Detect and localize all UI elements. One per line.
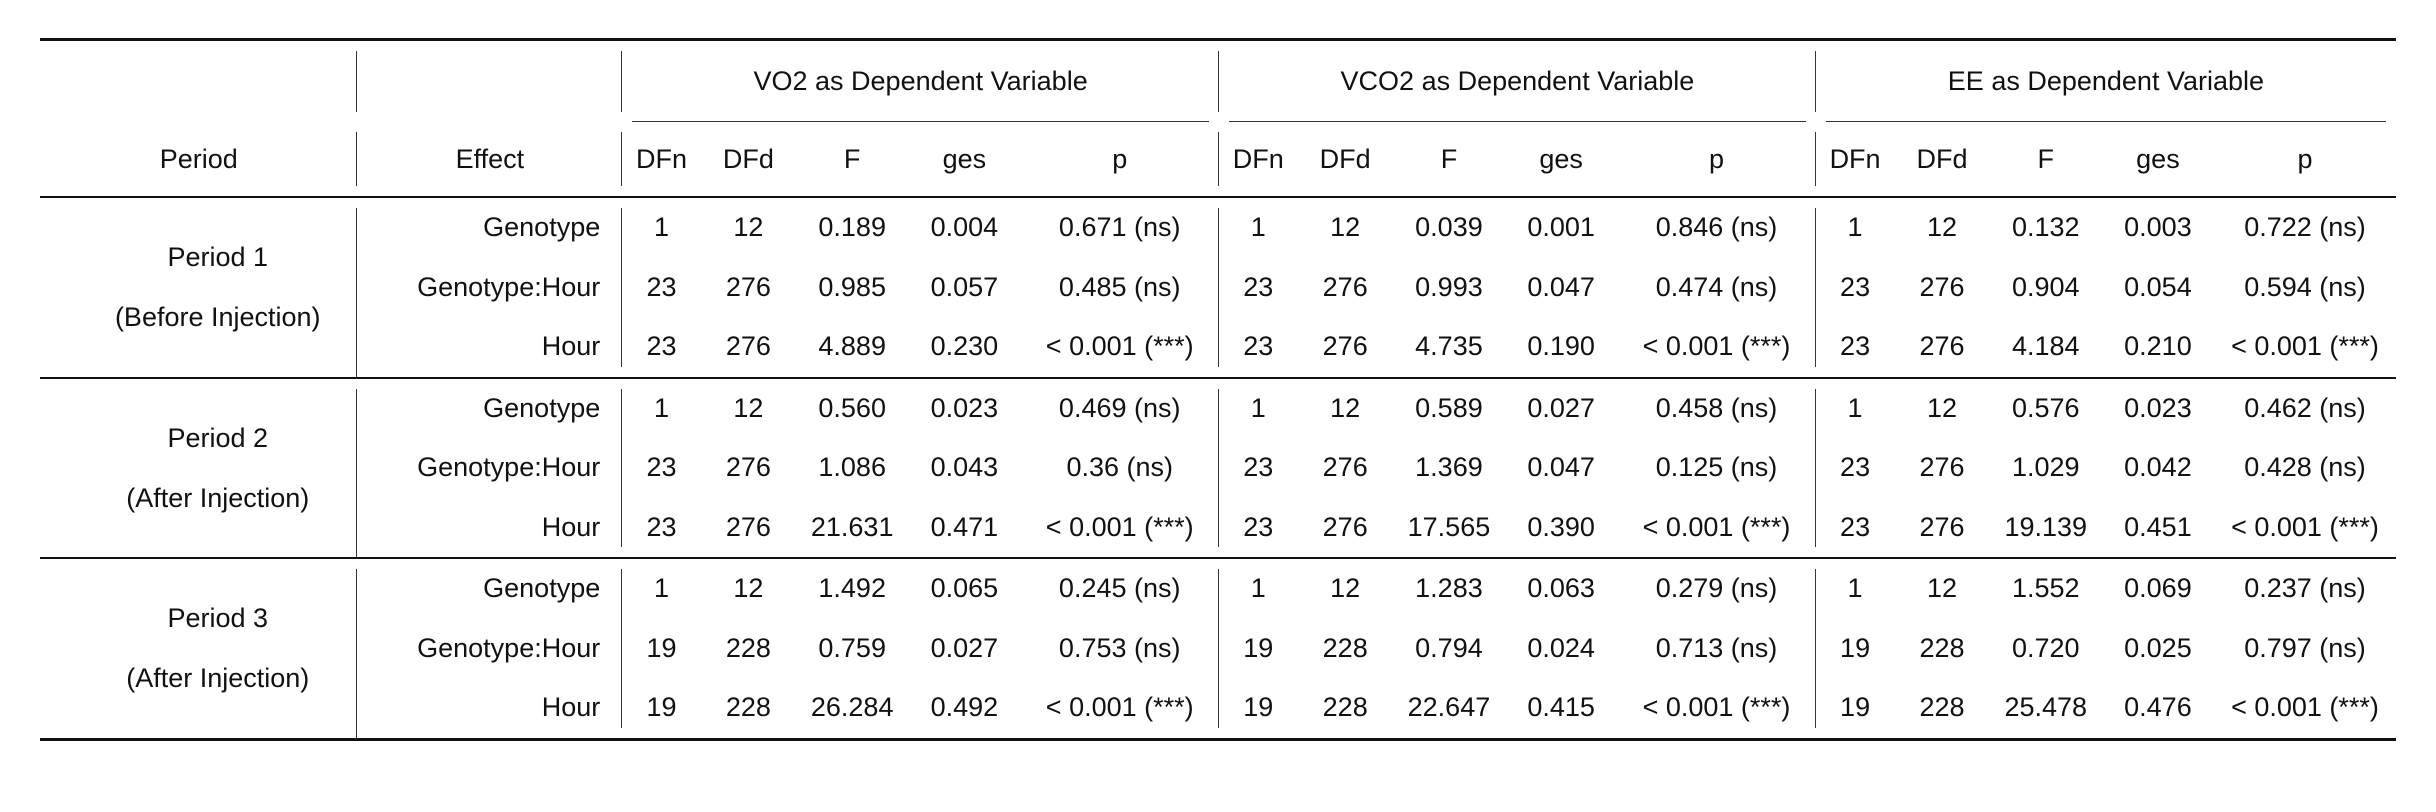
column-header-ee-dfn: DFn	[1816, 122, 1895, 198]
column-header-effect: Effect	[357, 122, 622, 198]
vo2-dfd-cell: 228	[725, 632, 771, 663]
column-header-vo2-p: p	[1020, 122, 1219, 198]
vco2-dfn-cell: 23	[1243, 271, 1274, 302]
column-header-vo2-ges: ges	[908, 122, 1020, 198]
vo2-ges-cell: 0.004	[930, 212, 999, 243]
vco2-f-cell: 0.039	[1415, 212, 1483, 243]
effect-cell: Hour	[357, 317, 622, 379]
vo2-dfn-cell: 23	[622, 498, 701, 560]
vo2-f-cell: 0.759	[818, 632, 886, 663]
ee-ges-cell: 0.042	[2124, 452, 2192, 483]
vo2-ges-cell: 0.023	[930, 392, 999, 423]
vo2-f-cell: 26.284	[810, 692, 894, 723]
ee-dfd-cell: 228	[1919, 632, 1965, 663]
table-row	[40, 559, 2396, 619]
vo2-dfd-cell: 276	[701, 317, 796, 379]
period-subtitle: (Before Injection)	[114, 302, 321, 333]
ee-dfn-cell: 19	[1840, 632, 1871, 663]
column-header-period: Period	[40, 122, 357, 198]
vo2-p-cell: 0.469 (ns)	[1020, 379, 1219, 439]
vco2-p-cell: < 0.001 (***)	[1617, 498, 1816, 560]
column-header-ee-dfd: DFd	[1894, 122, 1989, 198]
vo2-f-cell: 1.086	[818, 452, 886, 483]
table-header	[40, 41, 2396, 198]
ee-p-cell: < 0.001 (***)	[2214, 317, 2396, 379]
column-header-row	[40, 122, 2396, 198]
ee-dfn-cell: 23	[1816, 498, 1895, 560]
effect-cell: Hour	[357, 498, 622, 560]
ee-ges-cell: 0.451	[2102, 498, 2214, 560]
ee-f-cell: 0.720	[2011, 632, 2080, 663]
table-row	[40, 258, 2396, 318]
vo2-dfd-cell: 12	[733, 392, 764, 423]
ee-dfd-cell: 228	[1919, 692, 1965, 723]
period-title: Period 3	[167, 603, 269, 634]
vco2-f-cell: 1.369	[1415, 452, 1483, 483]
vco2-p-cell: 0.458 (ns)	[1617, 379, 1816, 439]
group-title-vo2: VO2 as Dependent Variable	[622, 41, 1219, 122]
vco2-p-cell: 0.846 (ns)	[1617, 198, 1816, 258]
ee-dfd-cell: 276	[1919, 452, 1965, 483]
ee-ges-cell: 0.025	[2124, 632, 2192, 663]
empty-effect-header	[357, 41, 622, 122]
vo2-dfn-cell: 1	[653, 573, 669, 604]
ee-dfn-cell: 23	[1840, 271, 1871, 302]
ee-p-cell: 0.462 (ns)	[2244, 392, 2366, 423]
ee-ges-cell: 0.003	[2124, 212, 2192, 243]
vco2-f-cell: 22.647	[1407, 692, 1491, 723]
table-body	[40, 198, 2396, 738]
vo2-ges-cell: 0.492	[930, 692, 999, 723]
effect-cell: Genotype:Hour	[357, 619, 622, 679]
vco2-dfn-cell: 19	[1243, 692, 1274, 723]
vo2-f-cell: 1.492	[818, 573, 886, 604]
vo2-ges-cell: 0.057	[930, 271, 999, 302]
vo2-f-cell: 4.889	[796, 317, 908, 379]
table-row	[40, 438, 2396, 498]
vo2-dfn-cell: 1	[653, 212, 669, 243]
period-title: Period 1	[167, 242, 269, 273]
vo2-p-cell: 0.671 (ns)	[1020, 198, 1219, 258]
ee-f-cell: 0.904	[2011, 271, 2080, 302]
effect-cell: Genotype	[357, 379, 622, 439]
vo2-p-cell: 0.485 (ns)	[1020, 258, 1219, 318]
column-header-vo2-f: F	[796, 122, 908, 198]
vo2-p-cell: 0.753 (ns)	[1020, 619, 1219, 679]
period-title: Period 2	[167, 422, 269, 453]
ee-f-cell: 1.552	[2011, 573, 2080, 604]
ee-dfd-cell: 12	[1926, 212, 1958, 243]
vco2-f-cell: 0.589	[1415, 392, 1483, 423]
ee-dfn-cell: 1	[1847, 212, 1863, 243]
period-cell	[40, 379, 357, 560]
ee-p-cell: 0.722 (ns)	[2244, 212, 2366, 243]
column-header-ee-ges: ges	[2102, 122, 2214, 198]
effect-cell: Genotype	[357, 198, 622, 258]
vco2-ges-cell: 0.024	[1527, 632, 1595, 663]
vco2-dfn-cell: 19	[1243, 632, 1274, 663]
ee-p-cell: < 0.001 (***)	[2214, 498, 2396, 560]
vco2-p-cell: 0.279 (ns)	[1617, 559, 1816, 619]
vo2-ges-cell: 0.230	[908, 317, 1020, 379]
ee-p-cell: 0.797 (ns)	[2244, 632, 2366, 663]
vco2-dfn-cell: 23	[1219, 317, 1298, 379]
vo2-dfn-cell: 19	[646, 692, 677, 723]
vo2-ges-cell: 0.471	[908, 498, 1020, 560]
vo2-f-cell: 0.560	[818, 392, 886, 423]
ee-dfd-cell: 276	[1894, 317, 1989, 379]
vco2-f-cell: 4.735	[1393, 317, 1505, 379]
ee-p-cell: 0.594 (ns)	[2244, 271, 2366, 302]
vco2-ges-cell: 0.047	[1527, 452, 1595, 483]
vco2-f-cell: 0.794	[1415, 632, 1483, 663]
vco2-dfn-cell: 1	[1250, 212, 1266, 243]
vo2-p-cell: 0.36 (ns)	[1020, 438, 1219, 498]
ee-f-cell: 4.184	[1990, 317, 2102, 379]
column-header-vo2-dfn: DFn	[622, 122, 701, 198]
ee-ges-cell: 0.069	[2124, 573, 2192, 604]
ee-f-cell: 0.132	[2011, 212, 2080, 243]
vco2-dfd-cell: 276	[1298, 498, 1393, 560]
vo2-p-cell: < 0.001 (***)	[1020, 317, 1219, 379]
column-header-vco2-dfd: DFd	[1298, 122, 1393, 198]
ee-f-cell: 19.139	[1990, 498, 2102, 560]
vco2-dfd-cell: 276	[1322, 271, 1368, 302]
vo2-dfn-cell: 19	[646, 632, 677, 663]
table-row	[40, 678, 2396, 738]
vco2-ges-cell: 0.063	[1527, 573, 1595, 604]
vo2-dfn-cell: 23	[622, 317, 701, 379]
ee-ges-cell: 0.054	[2124, 271, 2192, 302]
vco2-f-cell: 17.565	[1393, 498, 1505, 560]
ee-dfd-cell: 12	[1926, 392, 1958, 423]
vo2-ges-cell: 0.065	[930, 573, 999, 604]
effect-cell: Genotype:Hour	[357, 438, 622, 498]
vco2-dfd-cell: 228	[1322, 632, 1368, 663]
ee-dfn-cell: 23	[1816, 317, 1895, 379]
vco2-dfd-cell: 276	[1322, 452, 1368, 483]
vco2-dfn-cell: 23	[1243, 452, 1274, 483]
ee-p-cell: 0.428 (ns)	[2244, 452, 2366, 483]
column-header-vco2-ges: ges	[1505, 122, 1617, 198]
anova-results-table	[40, 38, 2396, 741]
vo2-dfd-cell: 276	[725, 452, 771, 483]
vco2-p-cell: < 0.001 (***)	[1617, 317, 1816, 379]
period-subtitle: (After Injection)	[126, 663, 310, 694]
table-row	[40, 317, 2396, 379]
ee-dfn-cell: 1	[1847, 573, 1863, 604]
vo2-f-cell: 0.189	[818, 212, 886, 243]
table-row	[40, 198, 2396, 258]
vo2-dfd-cell: 276	[701, 498, 796, 560]
empty-period-header	[40, 41, 357, 122]
vco2-p-cell: 0.125 (ns)	[1617, 438, 1816, 498]
vco2-dfd-cell: 12	[1330, 573, 1361, 604]
period-cell	[40, 198, 357, 379]
vco2-f-cell: 0.993	[1415, 271, 1483, 302]
ee-p-cell: < 0.001 (***)	[2231, 692, 2379, 723]
vco2-p-cell: < 0.001 (***)	[1617, 678, 1816, 738]
period-cell	[40, 559, 357, 738]
vo2-f-cell: 21.631	[796, 498, 908, 560]
ee-dfn-cell: 1	[1847, 392, 1863, 423]
column-header-vco2-p: p	[1617, 122, 1816, 198]
ee-p-cell: 0.237 (ns)	[2244, 573, 2366, 604]
ee-dfn-cell: 23	[1840, 452, 1871, 483]
vco2-ges-cell: 0.190	[1505, 317, 1617, 379]
vo2-f-cell: 0.985	[818, 271, 886, 302]
vo2-dfn-cell: 23	[646, 452, 677, 483]
group-header-row	[40, 41, 2396, 122]
ee-f-cell: 1.029	[2011, 452, 2080, 483]
vco2-ges-cell: 0.415	[1527, 692, 1595, 723]
effect-cell: Hour	[357, 678, 622, 738]
vco2-dfn-cell: 23	[1219, 498, 1298, 560]
vo2-dfd-cell: 12	[733, 212, 764, 243]
vo2-ges-cell: 0.027	[930, 632, 999, 663]
vco2-dfd-cell: 228	[1322, 692, 1368, 723]
vo2-p-cell: 0.245 (ns)	[1020, 559, 1219, 619]
effect-cell: Genotype:Hour	[357, 258, 622, 318]
period-subtitle: (After Injection)	[126, 482, 310, 513]
vco2-dfd-cell: 276	[1298, 317, 1393, 379]
vo2-dfd-cell: 228	[725, 692, 771, 723]
ee-dfd-cell: 276	[1919, 271, 1965, 302]
vco2-p-cell: 0.474 (ns)	[1617, 258, 1816, 318]
ee-ges-cell: 0.210	[2102, 317, 2214, 379]
vo2-p-cell: < 0.001 (***)	[1020, 678, 1219, 738]
column-header-ee-f: F	[1990, 122, 2102, 198]
ee-ges-cell: 0.023	[2124, 392, 2192, 423]
group-title-ee: EE as Dependent Variable	[1816, 41, 2396, 122]
vco2-dfd-cell: 12	[1330, 392, 1361, 423]
vco2-p-cell: 0.713 (ns)	[1617, 619, 1816, 679]
ee-f-cell: 25.478	[2004, 692, 2088, 723]
vo2-dfd-cell: 12	[733, 573, 764, 604]
column-header-vo2-dfd: DFd	[701, 122, 796, 198]
vco2-ges-cell: 0.390	[1505, 498, 1617, 560]
vco2-ges-cell: 0.001	[1527, 212, 1595, 243]
table-row	[40, 619, 2396, 679]
ee-dfd-cell: 12	[1926, 573, 1958, 604]
vco2-dfn-cell: 1	[1250, 392, 1266, 423]
vco2-f-cell: 1.283	[1415, 573, 1483, 604]
vo2-p-cell: < 0.001 (***)	[1020, 498, 1219, 560]
column-header-vco2-dfn: DFn	[1219, 122, 1298, 198]
vo2-dfd-cell: 276	[725, 271, 771, 302]
effect-cell: Genotype	[357, 559, 622, 619]
ee-dfn-cell: 19	[1840, 692, 1871, 723]
group-title-vco2: VCO2 as Dependent Variable	[1219, 41, 1816, 122]
table-row	[40, 498, 2396, 560]
vco2-ges-cell: 0.027	[1527, 392, 1595, 423]
vo2-dfn-cell: 1	[653, 392, 669, 423]
vco2-dfn-cell: 1	[1250, 573, 1266, 604]
vo2-ges-cell: 0.043	[930, 452, 999, 483]
vo2-dfn-cell: 23	[646, 271, 677, 302]
column-header-ee-p: p	[2214, 122, 2396, 198]
vco2-ges-cell: 0.047	[1527, 271, 1595, 302]
ee-ges-cell: 0.476	[2124, 692, 2192, 723]
vco2-dfd-cell: 12	[1330, 212, 1361, 243]
table-row	[40, 379, 2396, 439]
column-header-vco2-f: F	[1393, 122, 1505, 198]
ee-f-cell: 0.576	[2011, 392, 2080, 423]
ee-dfd-cell: 276	[1894, 498, 1989, 560]
